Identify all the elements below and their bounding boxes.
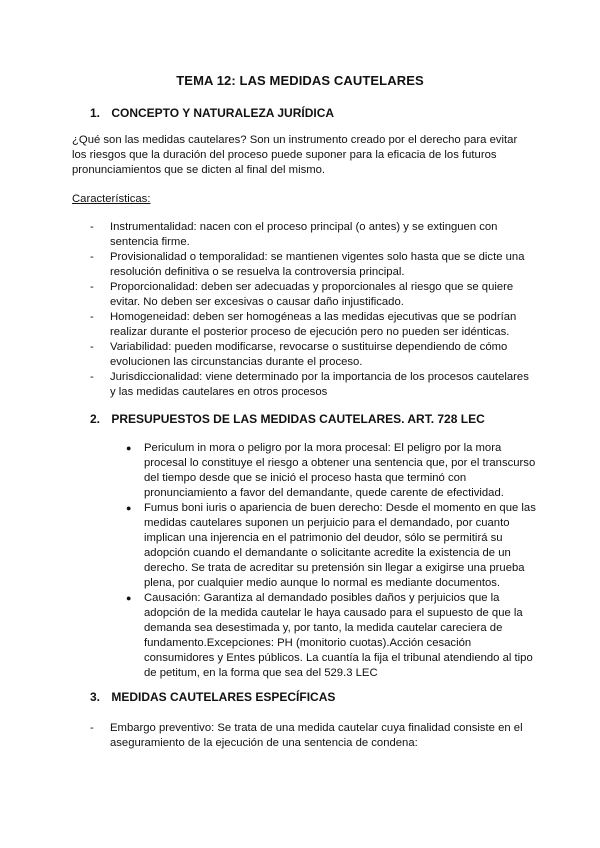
dash-marker: - <box>90 341 94 353</box>
list-item-text: Periculum in mora o peligro por la mora procesal: El peligro por la mora procesal lo constituye el riesgo a obtener una sentencia que, por el transcurso del tiempo desde que se inició el proceso hasta que terminó con pronunciamiento a favor del demandante, quede carente de efectividad. <box>144 442 536 499</box>
dash-marker: - <box>90 311 94 323</box>
list-item-text: Instrumentalidad: nacen con el proceso principal (o antes) y se extinguen con sentencia firme. <box>110 221 498 248</box>
section-3-heading <box>90 690 335 704</box>
list-item-text: Variabilidad: pueden modificarse, revocarse o sustituirse dependiendo de cómo evolucionen las circunstancias durante el proceso. <box>110 341 508 368</box>
medidas-list <box>90 721 530 751</box>
dash-marker: - <box>90 371 94 383</box>
characteristics-subheading: Características: <box>72 193 151 205</box>
list-item-text: Causación: Garantiza al demandado posibles daños y perjuicios que la adopción de la medida cautelar le haya causado para el supuesto de que la demanda sea desestimada y, por tanto, la medida cautelar careciera de fundamento.Excepciones: PH (monitorio cuotas).Acción cesación consumidores y Entes públicos. La cuantía la fija el tribunal atendiendo al tipo de petitum, en la forma que sea del 529.3 LEC <box>144 592 533 679</box>
dash-marker: - <box>90 281 94 293</box>
list-item <box>126 441 536 501</box>
list-item-text: Proporcionalidad: deben ser adecuadas y proporcionales al riesgo que se quiere evitar. No deben ser excesivas o causar daño injustificado. <box>110 281 514 308</box>
list-item <box>126 501 536 591</box>
list-item <box>90 370 530 400</box>
list-item <box>126 591 536 681</box>
list-item <box>90 340 530 370</box>
dash-marker: - <box>90 251 94 263</box>
bullet-marker: ● <box>126 443 132 453</box>
section-title: CONCEPTO Y NATURALEZA JURÍDICA <box>111 106 335 120</box>
section-title: MEDIDAS CAUTELARES ESPECÍFICAS <box>111 690 336 704</box>
list-item <box>90 220 530 250</box>
list-item-text: Embargo preventivo: Se trata de una medida cautelar cuya finalidad consiste en el aseguramiento de la ejecución de una sentencia de condena: <box>110 722 523 749</box>
list-item <box>90 310 530 340</box>
dash-marker: - <box>90 722 94 734</box>
dash-marker: - <box>90 221 94 233</box>
list-item <box>90 280 530 310</box>
section-number: 2. <box>90 412 101 426</box>
section-1-intro: ¿Qué son las medidas cautelares? Son un instrumento creado por el derecho para evitar los riesgos que la duración del proceso puede suponer para la eficacia de los futuros pronunciamientos que se dicten al final del mismo. <box>72 134 518 176</box>
page-title: TEMA 12: LAS MEDIDAS CAUTELARES <box>176 73 424 88</box>
section-number: 1. <box>90 106 101 120</box>
list-item-text: Fumus boni iuris o apariencia de buen derecho: Desde el momento en que las medidas cautelares suponen un perjuicio para el demandado, por cuanto implican una injerencia en el patrimonio del deudor, sólo se permitirá su adopción cuando el demandante o solicitante acredite la existencia de un derecho. Se trata de acreditar su pretensión sin llegar a exigirse una prueba plena, por cualquier medio aunque lo normal es mediante documentos. <box>144 502 536 589</box>
bullet-marker: ● <box>126 593 132 603</box>
presupuestos-list <box>126 441 536 681</box>
characteristics-list <box>90 220 530 400</box>
section-number: 3. <box>90 690 101 704</box>
list-item <box>90 250 530 280</box>
list-item-text: Jurisdiccionalidad: viene determinado por la importancia de los procesos cautelares y las medidas cautelares en otros procesos <box>110 371 529 398</box>
list-item-text: Homogeneidad: deben ser homogéneas a las medidas ejecutivas que se podrían realizar durante el posterior proceso de ejecución pero no pueden ser idénticas. <box>110 311 517 338</box>
section-2-heading <box>90 412 485 426</box>
list-item-text: Provisionalidad o temporalidad: se mantienen vigentes solo hasta que se dicte una resolución definitiva o se resuelva la controversia principal. <box>110 251 525 278</box>
section-1-heading <box>90 106 334 120</box>
list-item <box>90 721 530 751</box>
section-title: PRESUPUESTOS DE LAS MEDIDAS CAUTELARES. ART. 728 LEC <box>111 412 485 426</box>
bullet-marker: ● <box>126 503 132 513</box>
